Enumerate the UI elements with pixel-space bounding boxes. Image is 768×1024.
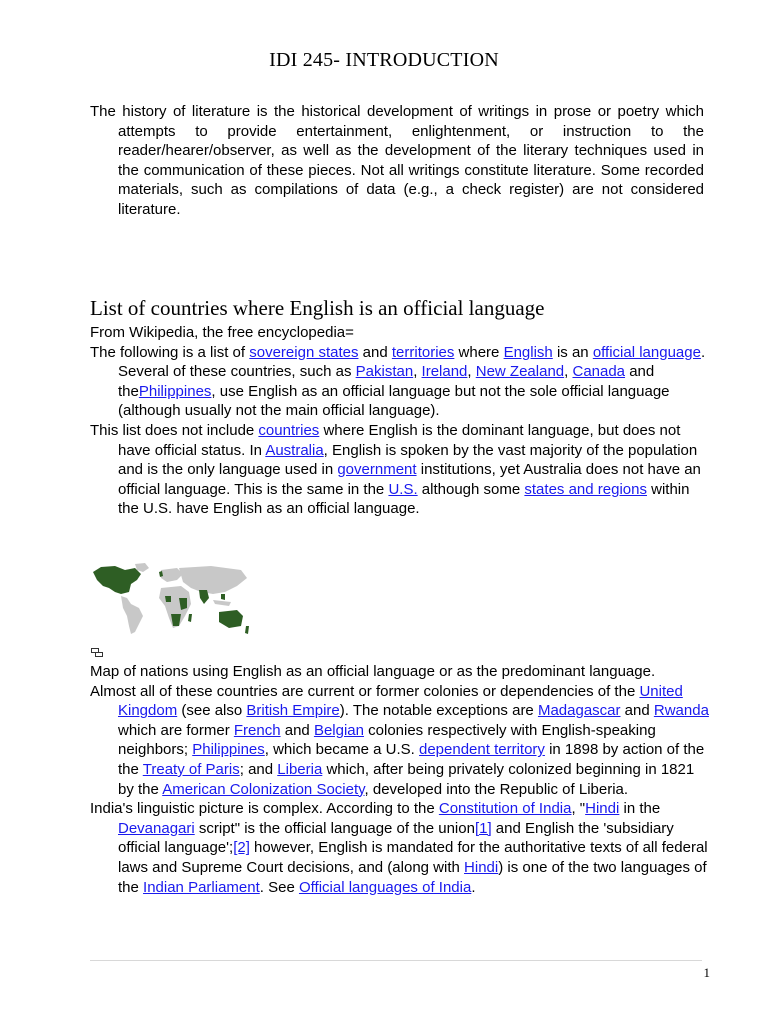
link-indian-parliament[interactable]: Indian Parliament	[143, 878, 260, 896]
link-english[interactable]: English	[503, 343, 553, 361]
document-title: IDI 245- INTRODUCTION	[269, 49, 499, 71]
link-philippines-2[interactable]: Philippines	[192, 741, 265, 759]
link-philippines[interactable]: Philippines	[138, 382, 212, 400]
link-states-and-regions[interactable]: states and regions	[524, 480, 647, 498]
section-heading: List of countries where English is an official language	[90, 296, 545, 320]
link-french[interactable]: French	[233, 721, 281, 739]
link-pakistan[interactable]: Pakistan	[355, 363, 414, 381]
link-official-language[interactable]: official language	[592, 343, 701, 361]
link-territories[interactable]: territories	[391, 343, 455, 361]
link-hindi-2[interactable]: Hindi	[464, 858, 499, 876]
link-belgian[interactable]: Belgian	[313, 721, 364, 739]
source-line: From Wikipedia, the free encyclopedia=	[90, 324, 354, 341]
link-us[interactable]: U.S.	[388, 480, 418, 498]
link-hindi[interactable]: Hindi	[585, 800, 620, 818]
paragraph-2: This list does not include countries where English is the dominant language, but does not have official status. In Australia, English is spoken by the vast majority of the population and is the only language used in government institutions, yet Australia does not have an official language. This is the same in the U.S. although some states and regions within the U.S. have English as an official language.	[90, 421, 701, 518]
page-number: 1	[703, 965, 710, 980]
footer-divider	[90, 960, 702, 961]
link-liberia[interactable]: Liberia	[277, 760, 323, 778]
link-footnote-2[interactable]: [2]	[233, 839, 250, 857]
link-american-colonization-society[interactable]: American Colonization Society	[162, 780, 365, 798]
paragraph-4: India's linguistic picture is complex. According to the Constitution of India, "Hindi in the Devanagari script" is the official language of the union[1] and English the 'subsidiary official language';[2] however, English is mandated for the authoritative texts of all federal laws and Supreme Court decisions, and (along with Hindi) is one of the two languages of the Indian Parliament. See Official languages of India.	[90, 800, 708, 896]
link-british-empire[interactable]: British Empire	[246, 702, 340, 720]
link-ireland[interactable]: Ireland	[421, 363, 468, 381]
link-rwanda[interactable]: Rwanda	[653, 702, 709, 720]
link-devanagari[interactable]: Devanagari	[118, 819, 195, 837]
link-united-kingdom[interactable]: United Kingdom	[118, 682, 683, 720]
link-treaty-of-paris[interactable]: Treaty of Paris	[142, 760, 240, 778]
link-constitution-of-india[interactable]: Constitution of India	[438, 800, 572, 818]
world-map-image	[91, 562, 251, 638]
link-government[interactable]: government	[337, 461, 417, 479]
article-body-continued	[90, 662, 712, 897]
link-official-languages-of-india[interactable]: Official languages of India	[298, 878, 472, 896]
link-footnote-1[interactable]: [1]	[474, 819, 492, 837]
intro-paragraph: The history of literature is the historical development of writings in prose or poetry which attempts to provide entertainment, enlightenment, or instruction to the reader/hearer/observer, as well as the development of the literary techniques used in the communication of these pieces. Not all writings constitute literature. Some recorded materials, such as compilations of data (e.g., a check register) are not considered literature.	[90, 103, 704, 218]
resize-icon[interactable]	[91, 648, 103, 658]
intro-section	[90, 102, 704, 220]
link-madagascar[interactable]: Madagascar	[537, 702, 621, 720]
link-canada[interactable]: Canada	[572, 363, 626, 381]
paragraph-1: The following is a list of sovereign states and territories where English is an official language. Several of these countries, such as Pakistan, Ireland, New Zealand, Canada and thePhilippines, use English as an official language but not the sole official language (although usually not the main official language).	[90, 343, 706, 420]
map-caption: Map of nations using English as an official language or as the predominant language.	[90, 663, 656, 680]
paragraph-3: Almost all of these countries are current or former colonies or dependencies of the United Kingdom (see also British Empire). The notable exceptions are Madagascar and Rwanda which are former French and Belgian colonies respectively with English-speaking neighbors; Philippines, which became a U.S. dependent territory in 1898 by action of the the Treaty of Paris; and Liberia which, after being privately colonized beginning in 1821 by the American Colonization Society, developed into the Republic of Liberia.	[90, 682, 709, 798]
link-dependent-territory[interactable]: dependent territory	[419, 741, 545, 759]
link-sovereign-states[interactable]: sovereign states	[249, 343, 359, 361]
link-new-zealand[interactable]: New Zealand	[475, 363, 565, 381]
link-australia[interactable]: Australia	[265, 441, 324, 459]
link-countries[interactable]: countries	[258, 421, 320, 439]
article-body	[90, 323, 712, 519]
